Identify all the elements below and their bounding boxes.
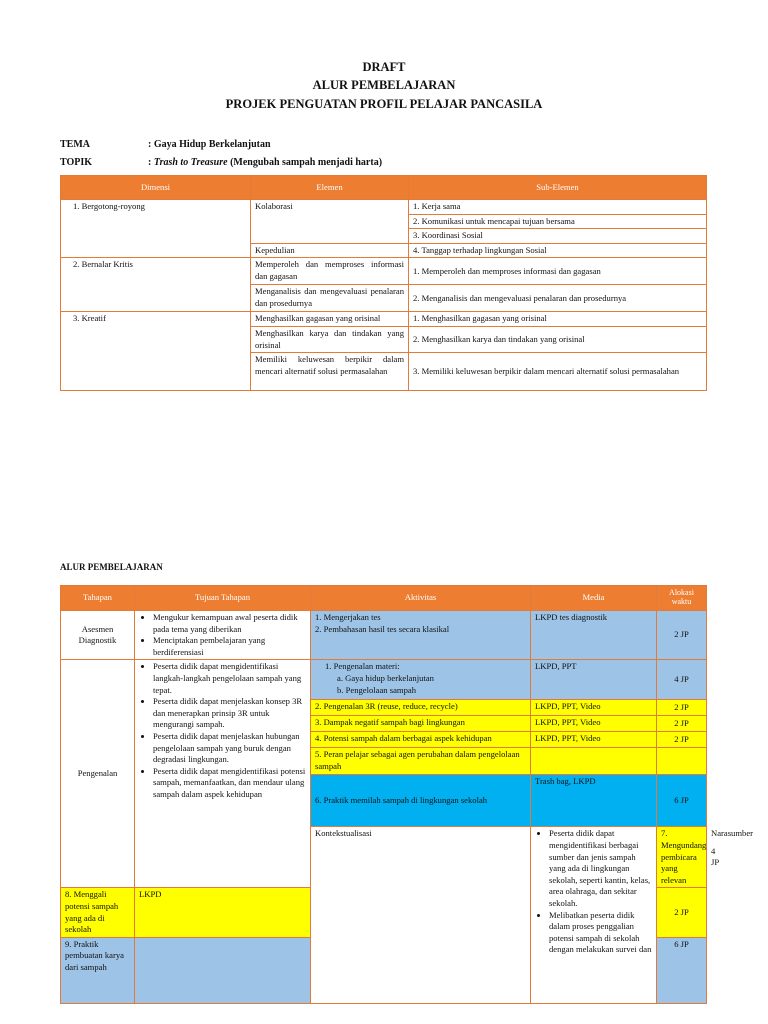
aktivitas-menggali: 8. Menggali potensi sampah yang ada di sekolah <box>61 888 135 937</box>
tujuan-asesmen-item: • Mengukur kemampuan awal peserta didik pada tema yang diberikan <box>153 612 306 635</box>
media-dampak: LKPD, PPT, Video <box>531 716 657 732</box>
sub-keluwesan: 3. Memiliki keluwesan berpikir dalam mencari alternatif solusi permasalahan <box>409 353 707 391</box>
elemen-memperoleh: Memperoleh dan memproses informasi dan gagasan <box>251 258 409 285</box>
sub-tanggap: 4. Tanggap terhadap lingkungan Sosial <box>409 243 707 258</box>
media-menggali: LKPD <box>135 888 311 937</box>
jp-menggali: 2 JP <box>657 888 707 937</box>
header-sub-elemen: Sub-Elemen <box>409 176 707 200</box>
sub-memperoleh: 1. Memperoleh dan memproses informasi dan gagasan <box>409 258 707 285</box>
header-alokasi: Alokasi waktu <box>657 586 707 611</box>
topik-label: TOPIK <box>60 157 93 168</box>
tahap-pengenalan: Pengenalan <box>61 660 135 888</box>
tujuan-pengenalan-item: • Peserta didik dapat mengidentifikasi langkah-langkah pengelolaan sampah yang tepat. <box>153 661 306 696</box>
aktivitas-3r: 2. Pengenalan 3R (reuse, reduce, recycle) <box>311 700 531 716</box>
doc-draft-label: DRAFT <box>362 60 406 74</box>
media-memilah: Trash bag, LKPD <box>531 775 657 827</box>
jp-asesmen: 2 JP <box>657 611 707 660</box>
media-asesmen: LKPD tes diagnostik <box>531 611 657 660</box>
topik-prefix: : <box>148 157 154 168</box>
jp-memilah: 6 JP <box>657 775 707 827</box>
media-potensi: LKPD, PPT, Video <box>531 732 657 748</box>
jp-materi: 4 JP <box>657 660 707 700</box>
header-tahapan: Tahapan <box>61 586 135 611</box>
elemen-menganalisis: Menganalisis dan mengevaluasi penalaran dan prosedurnya <box>251 285 409 312</box>
dimensi-table <box>60 175 707 391</box>
elemen-gagasan: Menghasilkan gagasan yang orisinal <box>251 312 409 327</box>
tujuan-pengenalan-item: • Peserta didik dapat menjelaskan konsep 3R dan menerapkan prinsip 3R untuk mengurangi sampah. <box>153 696 306 731</box>
alur-table: Tahapan Tujuan Tahapan Aktivitas Media Alokasi waktu Asesmen Diagnostik • Mengukur kemampuan awal peserta didik pada tema yang diberikan • Menciptakan pembelajaran yang berdiferensiasi 1. Mengerjakan tes 2. Pembahasan hasil tes secara klasikal LKPD tes diagnostik 2 JP Pengenalan • Peserta didik dapat mengidentifikasi langkah-langkah pengelolaan sampah yang tepat. • Peserta didik dapat menjelaskan konsep 3R dan menerapkan prinsip 3R untuk mengurangi sampah. • Peserta didik dapat menjelaskan hubungan pengelolaan sampah yang buruk dengan degradasi lingkungan. • Peserta didik dapat mengidentifikasi potensi sampah, memanfaatkan, dan mendaur ulang sampah dalam aspek kehidupan 1. Pengenalan materi: a. Gaya hidup berkelanjutan b. Pengelolaan sampah LKPD, PPT 4 JP 2. Pengenalan 3R (reuse, reduce, recycle) LKPD, PPT, Video 2 JP 3. Dampak negatif sampah bagi lingkungan LKPD, PPT, Video 2 JP 4. Potensi sampah dalam berbagai aspek kehidupan LKPD, PPT, Video 2 JP 5. Peran pelajar sebagai agen perubahan dalam pengelolaan sampah 6. Praktik memilah sampah di lingkungan sekolah Trash bag, LKPD 6 JP Kontekstualisasi • Peserta didik dapat mengidentifikasi berbagai sumber dan jenis sampah yang ada di lingkungan sekolah, seperti kantin, kelas, area olahraga, dan sekitar sekolah. • Melibatkan peserta didik dalam proses penggalian potensi sampah di sekolah dengan melakukan survei dan 7. Mengundang pembicara yang relevan Narasumber 4 JP 8. Menggali potensi sampah yang ada di sekolah LKPD 2 JP 9. Praktik pembuatan karya dari sampah 6 JP <box>60 585 707 1004</box>
header-media: Media <box>531 586 657 611</box>
header-aktivitas: Aktivitas <box>311 586 531 611</box>
doc-title: ALUR PEMBELAJARAN <box>312 78 456 92</box>
section-title: ALUR PEMBELAJARAN <box>60 562 163 572</box>
aktivitas-item: 1. Mengerjakan tes <box>315 612 381 622</box>
aktivitas-item: 1. Pengenalan materi: <box>325 661 400 672</box>
doc-subtitle: PROJEK PENGUATAN PROFIL PELAJAR PANCASILA <box>225 97 543 111</box>
tujuan-asesmen <box>135 611 311 660</box>
tema-line <box>60 139 271 150</box>
tujuan-kontekstualisasi-item: • Melibatkan peserta didik dalam proses penggalian potensi sampah di sekolah dengan melakukan survei dan <box>549 910 652 956</box>
dimensi-bernalar-kritis: 2. Bernalar Kritis <box>61 258 251 312</box>
tujuan-kontekstualisasi-item: • Peserta didik dapat mengidentifikasi berbagai sumber dan jenis sampah yang ada di lingkungan sekolah, seperti kantin, kelas, area olahraga, dan sekitar sekolah. <box>549 828 652 909</box>
tahap-kontekstualisasi: Kontekstualisasi <box>311 827 531 1003</box>
elemen-kepedulian: Kepedulian <box>251 243 409 258</box>
elemen-karya: Menghasilkan karya dan tindakan yang orisinal <box>251 326 409 352</box>
jp-peran <box>657 748 707 775</box>
elemen-kolaborasi: Kolaborasi <box>251 200 409 244</box>
aktivitas-potensi: 4. Potensi sampah dalam berbagai aspek kehidupan <box>311 732 531 748</box>
elemen-keluwesan: Memiliki keluwesan berpikir dalam mencari alternatif solusi permasalahan <box>251 353 409 391</box>
tujuan-pengenalan-item: • Peserta didik dapat mengidentifikasi potensi sampah, memanfaatkan, dan mendaur ulang sampah dalam aspek kehidupan <box>153 766 306 801</box>
aktivitas-dampak: 3. Dampak negatif sampah bagi lingkungan <box>311 716 531 732</box>
aktivitas-pembicara: 7. Mengundang pembicara yang relevan <box>657 827 707 888</box>
aktivitas-subitem: b. Pengelolaan sampah <box>337 684 416 695</box>
aktivitas-peran: 5. Peran pelajar sebagai agen perubahan dalam pengelolaan sampah <box>311 748 531 775</box>
dimensi-bergotong-royong: 1. Bergotong-royong <box>61 200 251 258</box>
tujuan-asesmen-item: • Menciptakan pembelajaran yang berdiferensiasi <box>153 635 306 658</box>
sub-karya: 2. Menghasilkan karya dan tindakan yang orisinal <box>409 326 707 352</box>
aktivitas-materi <box>311 660 531 700</box>
media-materi: LKPD, PPT <box>531 660 657 700</box>
tema-label: TEMA <box>60 139 90 150</box>
sub-gagasan: 1. Menghasilkan gagasan yang orisinal <box>409 312 707 327</box>
dimensi-kreatif: 3. Kreatif <box>61 312 251 391</box>
tujuan-kontekstualisasi <box>531 827 657 1003</box>
topik-rest: (Mengubah sampah menjadi harta) <box>227 157 383 168</box>
media-peran <box>531 748 657 775</box>
jp-karya: 6 JP <box>657 937 707 1003</box>
aktivitas-karya: 9. Praktik pembuatan karya dari sampah <box>61 937 135 1003</box>
tahap-asesmen: Asesmen Diagnostik <box>61 611 135 660</box>
jp-potensi: 2 JP <box>657 732 707 748</box>
aktivitas-subitem: a. Gaya hidup berkelanjutan <box>337 672 434 683</box>
header-dimensi: Dimensi <box>61 176 251 200</box>
tujuan-pengenalan-item: • Peserta didik dapat menjelaskan hubungan pengelolaan sampah yang buruk dengan degradasi lingkungan. <box>153 731 306 766</box>
aktivitas-asesmen <box>311 611 531 660</box>
header-elemen: Elemen <box>251 176 409 200</box>
media-karya <box>135 937 311 1003</box>
tujuan-pengenalan <box>135 660 311 888</box>
jp-3r: 2 JP <box>657 700 707 716</box>
header-tujuan: Tujuan Tahapan <box>135 586 311 611</box>
jp-dampak: 2 JP <box>657 716 707 732</box>
sub-kerja-sama: 1. Kerja sama <box>409 200 707 215</box>
sub-komunikasi: 2. Komunikasi untuk mencapai tujuan bersama <box>409 214 707 229</box>
sub-koordinasi: 3. Koordinasi Sosial <box>409 229 707 244</box>
tema-value: : Gaya Hidup Berkelanjutan <box>148 139 271 150</box>
aktivitas-memilah: 6. Praktik memilah sampah di lingkungan sekolah <box>311 775 531 827</box>
sub-menganalisis: 2. Menganalisis dan mengevaluasi penalaran dan prosedurnya <box>409 285 707 312</box>
topik-line <box>60 157 382 168</box>
topik-italic: Trash to Treasure <box>153 157 228 168</box>
media-3r: LKPD, PPT, Video <box>531 700 657 716</box>
aktivitas-item: 2. Pembahasan hasil tes secara klasikal <box>315 623 450 634</box>
